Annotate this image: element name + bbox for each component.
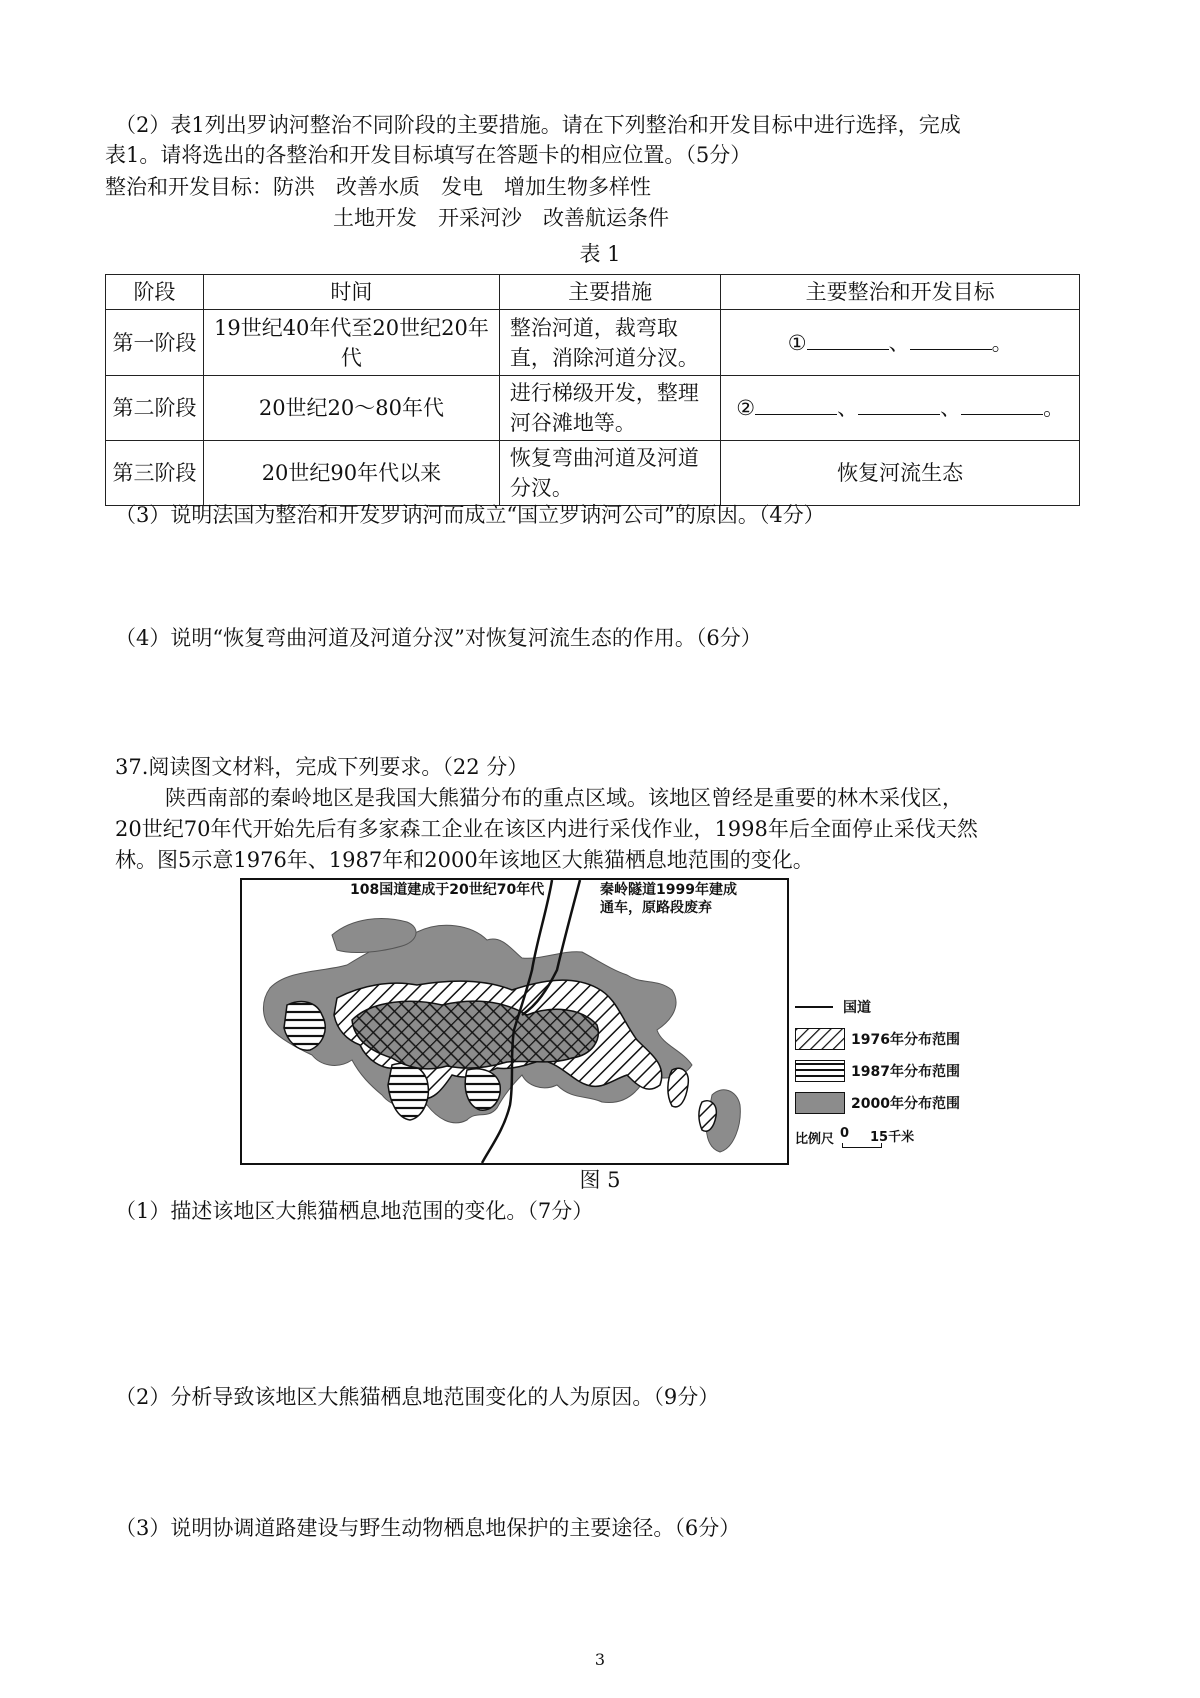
cell-measure: 恢复弯曲河道及河道分汊。 [499,441,720,506]
legend-1987 [795,1059,960,1083]
cell-stage: 第一阶段 [106,310,204,376]
table-row [106,310,1080,376]
scale-label: 比例尺 [795,1131,835,1147]
cell-measure: 进行梯级开发，整理河谷滩地等。 [499,376,720,441]
cell-measure: 整治河道，裁弯取直，消除河道分汊。 [499,310,720,376]
scale-bar [840,1126,920,1148]
cell-time: 20世纪90年代以来 [203,441,499,506]
table-header-row [106,275,1080,310]
table-row [106,441,1080,506]
cell-time: 20世纪20～80年代 [203,376,499,441]
habitat-1987-area [465,1069,500,1110]
goal-separator: 、 [940,396,962,420]
legend-road [795,995,871,1019]
q37-title: 37.阅读图文材料，完成下列要求。（22 分） [115,755,529,779]
habitat-map-graphic [242,880,787,1163]
q3-text: （3）说明法国为整治和开发罗讷河而成立“国立罗讷河公司”的原因。（4分） [115,503,825,527]
map-annotation-tunnel-line2: 通车，原路段废弃 [600,900,712,916]
cell-goal-blanks [721,376,1080,441]
goal-mark: ① [787,330,807,355]
answer-blank[interactable] [961,394,1043,415]
goal-mark: ② [736,396,756,420]
answer-blank[interactable] [858,394,940,415]
legend-road-label: 国道 [843,1000,871,1016]
map-annotation-road108: 108国道建成于20世纪70年代 [350,882,545,898]
map-annotation-tunnel-line1: 秦岭隧道1999年建成 [600,882,737,898]
cell-stage: 第三阶段 [106,441,204,506]
cell-stage: 第二阶段 [106,376,204,441]
legend-1976 [795,1027,960,1051]
header-time: 时间 [203,275,499,310]
q37-para-line3: 林。图5示意1976年、1987年和2000年该地区大熊猫栖息地范围的变化。 [115,848,814,872]
road-line-icon [795,1006,833,1008]
table-caption: 表 1 [579,242,621,266]
answer-blank[interactable] [910,329,992,350]
q37-para-line1: 陕西南部的秦岭地区是我国大熊猫分布的重点区域。该地区曾经是重要的林木采伐区， [165,786,963,810]
horizontal-hatch-icon [795,1060,845,1082]
habitat-1987-area [388,1063,428,1120]
gray-fill-icon [795,1092,845,1114]
q37-sub1: （1）描述该地区大熊猫栖息地范围的变化。（7分） [115,1199,594,1223]
legend-1976-label: 1976年分布范围 [851,1032,960,1048]
scale-zero: 0 [840,1126,850,1141]
answer-blank[interactable] [807,329,889,350]
diagonal-hatch-icon [795,1028,845,1050]
table-1 [105,274,1080,506]
q37-sub3: （3）说明协调道路建设与野生动物栖息地保护的主要途径。（6分） [115,1516,741,1540]
cell-goal-blanks [721,310,1080,376]
habitat-1976-area [668,1068,688,1107]
goals-line2: 土地开发 开采河沙 改善航运条件 [333,206,669,230]
habitat-map [240,878,789,1165]
figure-caption: 图 5 [579,1168,621,1192]
legend-2000-label: 2000年分布范围 [851,1096,960,1112]
goals-line1: 整治和开发目标：防洪 改善水质 发电 增加生物多样性 [105,175,651,199]
q4-text: （4）说明“恢复弯曲河道及河道分汊”对恢复河流生态的作用。（6分） [115,626,762,650]
cell-time: 19世纪40年代至20世纪20年代 [203,310,499,376]
table-row [106,376,1080,441]
goal-end: 。 [1043,396,1065,420]
legend-1987-label: 1987年分布范围 [851,1064,960,1080]
scale-distance: 15千米 [870,1130,915,1145]
q2-line1: （2）表1列出罗讷河整治不同阶段的主要措施。请在下列整治和开发目标中进行选择，完成 [115,113,961,137]
legend-2000 [795,1091,960,1115]
cell-goal: 恢复河流生态 [721,441,1080,506]
header-stage: 阶段 [106,275,204,310]
goal-separator: 、 [888,330,910,355]
goal-separator: 、 [837,396,859,420]
header-measure: 主要措施 [499,275,720,310]
goal-end: 。 [991,330,1013,355]
q37-para-line2: 20世纪70年代开始先后有多家森工企业在该区内进行采伐作业，1998年后全面停止采伐天然 [115,817,978,841]
answer-blank[interactable] [755,394,837,415]
q2-line2: 表1。请将选出的各整治和开发目标填写在答题卡的相应位置。（5分） [105,143,752,167]
q37-sub2: （2）分析导致该地区大熊猫栖息地范围变化的人为原因。（9分） [115,1385,720,1409]
legend-scale [795,1125,920,1149]
page-number: 3 [594,1650,606,1669]
scale-bar-line [842,1143,882,1148]
header-goal: 主要整治和开发目标 [721,275,1080,310]
